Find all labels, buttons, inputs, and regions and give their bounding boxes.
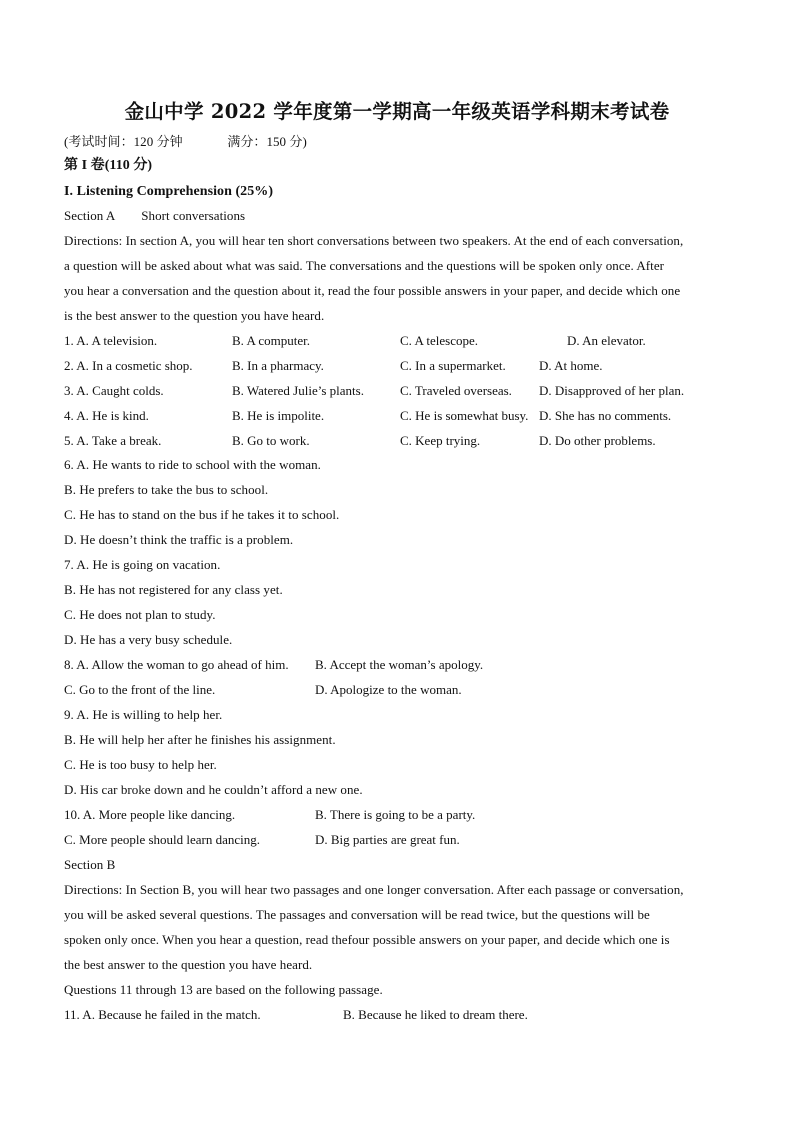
exam-info	[64, 134, 307, 150]
q4-option-d: D. She has no comments.	[539, 408, 672, 423]
q4-option-c: C. He is somewhat busy.	[400, 408, 529, 423]
section-b-directions-line: you will be asked several questions. The passages and conversation will be read twice, but the questions will be	[64, 907, 650, 922]
q5-option-c: C. Keep trying.	[400, 433, 481, 448]
q2-option-b: B. In a pharmacy.	[232, 358, 324, 373]
q10-option-d: D. Big parties are great fun.	[315, 832, 460, 847]
q9-option-b: B. He will help her after he finishes his assignment.	[64, 732, 336, 747]
q1-option-b: B. A computer.	[232, 333, 310, 348]
q6-option-d: D. He doesn’t think the traffic is a problem.	[64, 532, 294, 547]
section-b-directions-line: the best answer to the question you have heard.	[64, 957, 313, 972]
exam-time: (考试时间：120 分钟	[64, 134, 183, 149]
section-a-label: Section A	[64, 208, 115, 223]
q8-option-a: 8. A. Allow the woman to go ahead of him.	[64, 657, 289, 672]
q3-option-a: 3. A. Caught colds.	[64, 383, 164, 398]
q5-option-a: 5. A. Take a break.	[64, 433, 162, 448]
section-a-heading	[64, 208, 245, 224]
section-b-label: Section B	[64, 857, 116, 872]
q7-option-b: B. He has not registered for any class yet.	[64, 582, 283, 597]
section-a-directions-line: is the best answer to the question you have heard.	[64, 308, 325, 323]
q5-option-b: B. Go to work.	[232, 433, 310, 448]
section-b-directions-line: spoken only once. When you hear a question, read thefour possible answers on your paper, and decide which one is	[64, 932, 670, 947]
q11-option-b: B. Because he liked to dream there.	[343, 1007, 528, 1022]
section-b-intro: Questions 11 through 13 are based on the following passage.	[64, 982, 383, 997]
q2-option-c: C. In a supermarket.	[400, 358, 506, 373]
q2-option-a: 2. A. In a cosmetic shop.	[64, 358, 193, 373]
q3-option-c: C. Traveled overseas.	[400, 383, 512, 398]
q5-option-d: D. Do other problems.	[539, 433, 656, 448]
q11-option-a: 11. A. Because he failed in the match.	[64, 1007, 261, 1022]
q1-option-c: C. A telescope.	[400, 333, 478, 348]
q1-option-a: 1. A. A television.	[64, 333, 158, 348]
q7-option-c: C. He does not plan to study.	[64, 607, 216, 622]
q6-option-b: B. He prefers to take the bus to school.	[64, 482, 269, 497]
q4-option-a: 4. A. He is kind.	[64, 408, 149, 423]
section-a-directions-line: a question will be asked about what was said. The conversations and the questions will be spoken only once. After	[64, 258, 665, 273]
q8-option-c: C. Go to the front of the line.	[64, 682, 216, 697]
q6-option-a: 6. A. He wants to ride to school with the woman.	[64, 457, 321, 472]
q10-option-b: B. There is going to be a party.	[315, 807, 476, 822]
q3-option-d: D. Disapproved of her plan.	[539, 383, 685, 398]
volume-heading: 第 I 卷(110 分)	[64, 158, 153, 173]
section-a-directions-line: Directions: In section A, you will hear ten short conversations between two speakers. At the end of each conversation,	[64, 233, 684, 248]
q3-option-b: B. Watered Julie’s plants.	[232, 383, 364, 398]
q2-option-d: D. At home.	[539, 358, 603, 373]
q1-option-d: D. An elevator.	[567, 333, 646, 348]
section-a-name: Short conversations	[141, 208, 246, 223]
q9-option-d: D. His car broke down and he couldn’t afford a new one.	[64, 782, 363, 797]
section-b-directions-line: Directions: In Section B, you will hear two passages and one longer conversation. After each passage or conversation,	[64, 882, 684, 897]
q9-option-c: C. He is too busy to help her.	[64, 757, 217, 772]
section-a-directions-line: you hear a conversation and the question about it, read the four possible answers in your paper, and decide which one	[64, 283, 681, 298]
q6-option-c: C. He has to stand on the bus if he takes it to school.	[64, 507, 340, 522]
q7-option-d: D. He has a very busy schedule.	[64, 632, 233, 647]
exam-score: 满分：150 分)	[227, 134, 307, 149]
exam-title: 金山中学 2022 学年度第一学期高一年级英语学科期末考试卷	[124, 100, 670, 123]
q8-option-d: D. Apologize to the woman.	[315, 682, 462, 697]
part1-heading: I. Listening Comprehension (25%)	[64, 184, 274, 199]
q4-option-b: B. He is impolite.	[232, 408, 325, 423]
q10-option-c: C. More people should learn dancing.	[64, 832, 261, 847]
q8-option-b: B. Accept the woman’s apology.	[315, 657, 484, 672]
q9-option-a: 9. A. He is willing to help her.	[64, 707, 223, 722]
q10-option-a: 10. A. More people like dancing.	[64, 807, 236, 822]
q7-option-a: 7. A. He is going on vacation.	[64, 557, 221, 572]
